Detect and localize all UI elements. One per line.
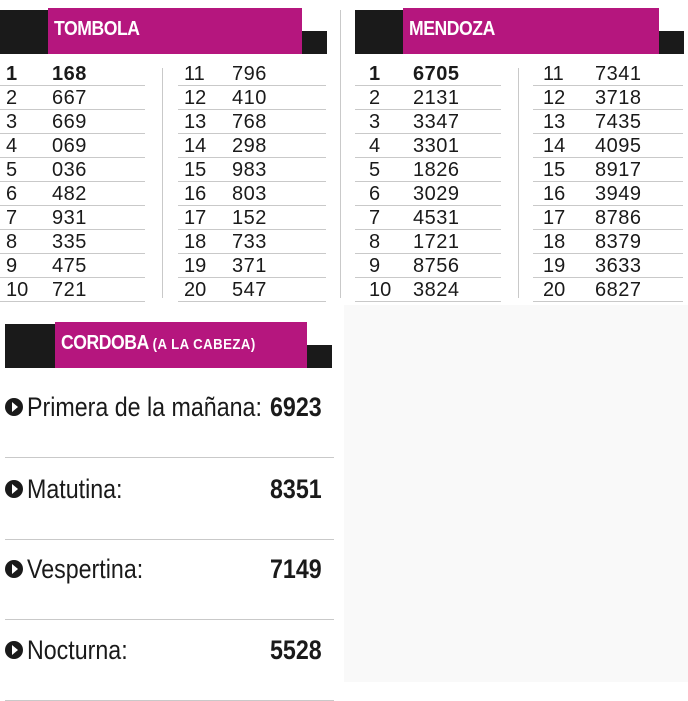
draw-row (5, 540, 334, 620)
tombola-panel (0, 0, 330, 300)
result-row (355, 134, 501, 158)
winning-number: 667 (52, 87, 87, 109)
position-number: 20 (543, 279, 566, 301)
position-number: 9 (369, 255, 381, 277)
position-number: 12 (543, 87, 566, 109)
winning-number: 8756 (413, 255, 460, 277)
winning-number: 3718 (595, 87, 642, 109)
position-number: 20 (184, 279, 207, 301)
tombola-header (0, 0, 330, 54)
result-row (178, 182, 326, 206)
result-row (355, 62, 501, 86)
winning-number: 8786 (595, 207, 642, 229)
position-number: 7 (369, 207, 381, 229)
winning-number: 298 (232, 135, 267, 157)
result-row (533, 134, 683, 158)
position-number: 6 (369, 183, 381, 205)
winning-number: 669 (52, 111, 87, 133)
winning-number: 036 (52, 159, 87, 181)
result-row (533, 182, 683, 206)
position-number: 18 (184, 231, 207, 253)
result-row (0, 182, 145, 206)
tombola-left-column (0, 62, 145, 302)
draw-row (5, 621, 334, 701)
draw-number: 8351 (270, 474, 322, 504)
cordoba-title: CORDOBA (A LA CABEZA) (61, 332, 256, 354)
position-number: 14 (184, 135, 207, 157)
winning-number: 475 (52, 255, 87, 277)
result-row (533, 254, 683, 278)
position-number: 2 (369, 87, 381, 109)
play-circle-icon (5, 641, 23, 659)
position-number: 14 (543, 135, 566, 157)
winning-number: 3633 (595, 255, 642, 277)
mendoza-right-column (533, 62, 683, 302)
winning-number: 796 (232, 63, 267, 85)
draw-label: Primera de la mañana: (27, 392, 262, 422)
draw-number: 6923 (270, 392, 322, 422)
mendoza-panel (355, 0, 688, 300)
position-number: 5 (369, 159, 381, 181)
mendoza-left-column (355, 62, 501, 302)
result-row (0, 278, 145, 302)
winning-number: 7435 (595, 111, 642, 133)
winning-number: 410 (232, 87, 267, 109)
result-row (178, 62, 326, 86)
result-row (0, 230, 145, 254)
position-number: 19 (184, 255, 207, 277)
result-row (355, 110, 501, 134)
mendoza-title: MENDOZA (409, 18, 495, 40)
draw-label: Vespertina: (27, 554, 144, 584)
position-number: 15 (184, 159, 207, 181)
winning-number: 983 (232, 159, 267, 181)
winning-number: 069 (52, 135, 87, 157)
result-row (178, 110, 326, 134)
winning-number: 721 (52, 279, 87, 301)
position-number: 18 (543, 231, 566, 253)
tombola-title: TOMBOLA (54, 18, 140, 40)
position-number: 10 (369, 279, 392, 301)
winning-number: 931 (52, 207, 87, 229)
winning-number: 3301 (413, 135, 460, 157)
draw-label: Nocturna: (27, 635, 128, 665)
play-circle-icon (5, 560, 23, 578)
winning-number: 6827 (595, 279, 642, 301)
result-row (0, 158, 145, 182)
position-number: 15 (543, 159, 566, 181)
position-number: 13 (184, 111, 207, 133)
winning-number: 3824 (413, 279, 460, 301)
position-number: 19 (543, 255, 566, 277)
winning-number: 1721 (413, 231, 460, 253)
winning-number: 8917 (595, 159, 642, 181)
position-number: 8 (6, 231, 18, 253)
result-row (178, 158, 326, 182)
winning-number: 3347 (413, 111, 460, 133)
position-number: 17 (543, 207, 566, 229)
result-row (355, 182, 501, 206)
result-row (533, 86, 683, 110)
result-row (0, 86, 145, 110)
winning-number: 8379 (595, 231, 642, 253)
panel-divider (340, 10, 341, 298)
winning-number: 6705 (413, 63, 460, 85)
result-row (0, 62, 145, 86)
result-row (355, 254, 501, 278)
position-number: 12 (184, 87, 207, 109)
result-row (178, 86, 326, 110)
position-number: 6 (6, 183, 18, 205)
result-row (178, 254, 326, 278)
draw-row (5, 460, 334, 540)
position-number: 4 (6, 135, 18, 157)
result-row (533, 230, 683, 254)
position-number: 1 (6, 63, 18, 85)
position-number: 1 (369, 63, 381, 85)
position-number: 16 (543, 183, 566, 205)
column-divider (518, 68, 519, 298)
winning-number: 3949 (595, 183, 642, 205)
winning-number: 547 (232, 279, 267, 301)
result-row (178, 230, 326, 254)
cordoba-header (0, 314, 334, 368)
result-row (355, 278, 501, 302)
position-number: 8 (369, 231, 381, 253)
result-row (533, 158, 683, 182)
position-number: 11 (543, 63, 564, 85)
mendoza-header (355, 0, 688, 54)
cordoba-panel (0, 310, 340, 682)
result-row (0, 206, 145, 230)
winning-number: 7341 (595, 63, 642, 85)
result-row (355, 230, 501, 254)
position-number: 5 (6, 159, 18, 181)
result-row (355, 158, 501, 182)
winning-number: 168 (52, 63, 87, 85)
result-row (355, 206, 501, 230)
draw-row (5, 378, 334, 458)
result-row (533, 62, 683, 86)
position-number: 16 (184, 183, 207, 205)
result-row (178, 206, 326, 230)
position-number: 17 (184, 207, 207, 229)
background-shade (344, 305, 688, 682)
cordoba-subtitle: (A LA CABEZA) (152, 336, 256, 353)
winning-number: 768 (232, 111, 267, 133)
draw-label: Matutina: (27, 474, 123, 504)
result-row (178, 134, 326, 158)
position-number: 3 (6, 111, 18, 133)
position-number: 13 (543, 111, 566, 133)
position-number: 11 (184, 63, 205, 85)
winning-number: 1826 (413, 159, 460, 181)
winning-number: 2131 (413, 87, 460, 109)
result-row (0, 134, 145, 158)
result-row (0, 254, 145, 278)
position-number: 7 (6, 207, 18, 229)
result-row (533, 110, 683, 134)
winning-number: 152 (232, 207, 267, 229)
position-number: 2 (6, 87, 18, 109)
result-row (533, 206, 683, 230)
result-row (0, 110, 145, 134)
draw-number: 5528 (270, 635, 322, 665)
winning-number: 335 (52, 231, 87, 253)
result-row (178, 278, 326, 302)
winning-number: 3029 (413, 183, 460, 205)
position-number: 3 (369, 111, 381, 133)
play-circle-icon (5, 398, 23, 416)
draw-number: 7149 (270, 554, 322, 584)
result-row (355, 86, 501, 110)
winning-number: 4095 (595, 135, 642, 157)
position-number: 9 (6, 255, 18, 277)
tombola-right-column (178, 62, 326, 302)
winning-number: 482 (52, 183, 87, 205)
winning-number: 4531 (413, 207, 460, 229)
winning-number: 371 (232, 255, 267, 277)
position-number: 10 (6, 279, 29, 301)
column-divider (162, 68, 163, 298)
winning-number: 803 (232, 183, 267, 205)
result-row (533, 278, 683, 302)
winning-number: 733 (232, 231, 267, 253)
position-number: 4 (369, 135, 381, 157)
play-circle-icon (5, 480, 23, 498)
